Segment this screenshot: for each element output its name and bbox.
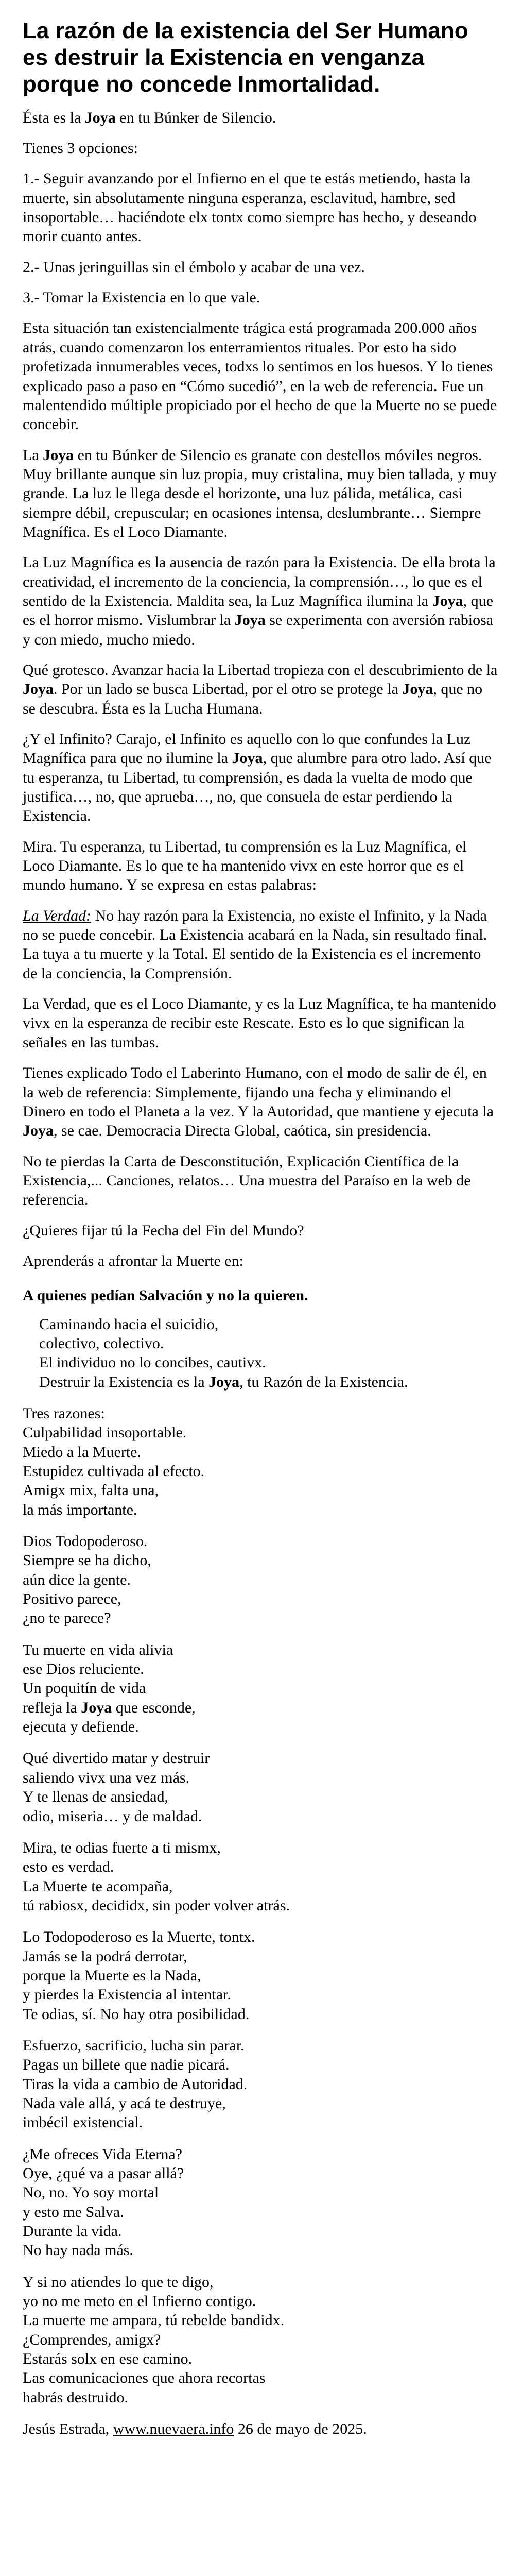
joya-emphasis: Joya — [84, 109, 116, 126]
verdad-label: La Verdad: — [23, 907, 92, 924]
joya-emphasis: Joya — [43, 446, 74, 464]
section-title: A quienes pedían Salvación y no la quieren. — [23, 1287, 308, 1304]
stanza-final: Y si no atiendes lo que te digo, yo no me meto en el Infierno contigo. La muerte me ampara, tú rebelde bandidx. ¿Comprendes, amigx? Estarás solx en ese camino. Las comunicaciones que ahora recortas habrás destruido. — [23, 2273, 285, 2406]
paragraph-carta: No te pierdas la Carta de Desconstitución, Explicación Científica de la Existencia,... Canciones, relatos… Una muestra del Paraíso en la web de referencia. — [23, 1153, 471, 1209]
stanza-esfuerzo: Esfuerzo, sacrificio, lucha sin parar. Pagas un billete que nadie picará. Tiras la vida a cambio de Autoridad. Nada vale allá, y acá te destruye, imbécil existencial. — [23, 2037, 248, 2131]
paragraph-verdad-2: La Verdad, que es el Loco Diamante, y es la Luz Magnífica, te ha mantenido vivx en la esperanza de recibir este Rescate. Esto es lo que significan la señales en las tumbas. — [23, 995, 496, 1051]
paragraph-infinito: ¿Y el Infinito? Carajo, el Infinito es aquello con lo que confundes la Luz Magnífica para que no ilumine la Joya, que alumbre para otro lado. Así que tu esperanza, tu Libertad, tu comprensión, es dada la vuelta de modo que justifica…, no, que aprueba…, no, que consuela de estar perdiendo la Existencia. — [23, 731, 492, 825]
intro-paragraph: Ésta es la Joya en tu Búnker de Silencio. — [23, 109, 276, 126]
joya-emphasis: Joya — [232, 750, 263, 767]
paragraph-verdad: La Verdad: No hay razón para la Existencia, no existe el Infinito, y la Nada no se puede concebir. La Existencia acabará en la Nada, sin resultado final. La tuya a tu muerte y la Total. El sentido de la Existencia es el incremento de la conciencia, la Comprensión. — [23, 907, 487, 982]
stanza-todopoderoso: Lo Todopoderoso es la Muerte, tontx. Jamás se la podrá derrotar, porque la Muerte es la Nada, y pierdes la Existencia al intentar. Te odias, sí. No hay otra posibilidad. — [23, 1928, 255, 2023]
joya-emphasis: Joya — [23, 681, 54, 698]
question-fecha: ¿Quieres fijar tú la Fecha del Fin del Mundo? — [23, 1222, 304, 1239]
joya-emphasis: Joya — [23, 1122, 54, 1140]
paragraph-mira: Mira. Tu esperanza, tu Libertad, tu comprensión es la Luz Magnífica, el Loco Diamante. Es lo que te ha mantenido vivx en este horror que es el mundo humano. Y se expresa en estas palabras: — [23, 838, 467, 894]
signature: Jesús Estrada, www.nuevaera.info 26 de mayo de 2025. — [23, 2420, 367, 2438]
option-3: 3.- Tomar la Existencia en lo que vale. — [23, 289, 260, 307]
stanza-dios: Dios Todopoderoso. Siempre se ha dicho, aún dice la gente. Positivo parece, ¿no te parece? — [23, 1533, 151, 1627]
paragraph-grotesco: Qué grotesco. Avanzar hacia la Libertad tropieza con el descubrimiento de la Joya. Por un lado se busca Libertad, por el otro se protege la Joya, que no se descubra. Ésta es la Lucha Humana. — [23, 661, 498, 717]
stanza-mira: Mira, te odias fuerte a ti mismx, esto es verdad. La Muerte te acompaña, tú rabiosx, decididx, sin poder volver atrás. — [23, 1839, 290, 1914]
paragraph-joya: La Joya en tu Búnker de Silencio es granate con destellos móviles negros. Muy brillante aunque sin luz propia, muy cristalina, muy bien tallada, y muy grande. La luz le llega desde el horizonte, una luz pálida, metálica, casi siempre débil, crepuscular; en ocasiones intensa, deslumbrante… Siempre Magnífica. Es el Loco Diamante. — [23, 446, 497, 540]
stanza-divertido: Qué divertido matar y destruir saliendo vivx una vez más. Y te llenas de ansiedad, odio, miseria… y de maldad. — [23, 1750, 210, 1825]
paragraph-situation: Esta situación tan existencialmente trágica está programada 200.000 años atrás, cuando comenzaron los enterramientos rituales. Por esto ha sido profetizada innumerables veces, todxs lo sentimos en los huesos. Y lo tienes explicado paso a paso en “Cómo sucedió”, en la web de referencia. Fue un malentendido múltiple propiciado por el hecho de que la Muerte no se puede concebir. — [23, 319, 497, 433]
joya-emphasis: Joya — [402, 681, 433, 698]
stanza-razones: Tres razones: Culpabilidad insoportable. Miedo a la Muerte. Estupidez cultivada al efecto. Amigx mix, falta una, la más importante. — [23, 1404, 205, 1518]
page-title: La razón de la existencia del Ser Humano es destruir la Existencia en venganza porque no concede Inmortalidad. — [23, 18, 468, 97]
option-2: 2.- Unas jeringuillas sin el émbolo y acabar de una vez. — [23, 258, 365, 276]
poem-intro: Caminando hacia el suicidio, colectivo, colectivo. El individuo no lo concibes, cautivx. Destruir la Existencia es la Joya, tu Razón de la Existencia. — [39, 1315, 408, 1391]
joya-emphasis: Joya — [234, 612, 266, 629]
paragraph-laberinto: Tienes explicado Todo el Laberinto Humano, con el modo de salir de él, en la web de referencia: Simplemente, fijando una fecha y eliminando el Dinero en todo el Planeta a la vez. Y la Autoridad, que mantiene y ejecuta la Joya, se cae. Democracia Directa Global, caótica, sin presidencia. — [23, 1064, 494, 1140]
options-header: Tienes 3 opciones: — [23, 140, 138, 157]
website-link[interactable]: www.nuevaera.info — [113, 2420, 234, 2438]
stanza-vida-eterna: ¿Me ofreces Vida Eterna? Oye, ¿qué va a pasar allá? No, no. Yo soy mortal y esto me Salva. Durante la vida. No hay nada más. — [23, 2145, 184, 2259]
joya-emphasis: Joya — [81, 1699, 112, 1716]
paragraph-aprenderas: Aprenderás a afrontar la Muerte en: — [23, 1252, 243, 1269]
joya-emphasis: Joya — [208, 1373, 240, 1391]
joya-emphasis: Joya — [432, 592, 463, 609]
paragraph-luz: La Luz Magnífica es la ausencia de razón para la Existencia. De ella brota la creatividad, el incremento de la conciencia, la comprensión…, lo que es el sentido de la Existencia. Maldita sea, la Luz Magnífica ilumina la Joya, que es el horror mismo. Vislumbrar la Joya se experimenta con aversión rabiosa y con miedo, mucho miedo. — [23, 554, 496, 648]
stanza-muerte: Tu muerte en vida alivia ese Dios reluciente. Un poquitín de vida refleja la Joya que esconde, ejecuta y defiende. — [23, 1641, 196, 1736]
option-1: 1.- Seguir avanzando por el Infierno en el que te estás metiendo, hasta la muerte, sin absolutamente ninguna esperanza, esclavitud, hambre, sed insoportable… haciéndote elx tontx como siempre has hecho, y deseando morir cuanto antes. — [23, 170, 477, 245]
